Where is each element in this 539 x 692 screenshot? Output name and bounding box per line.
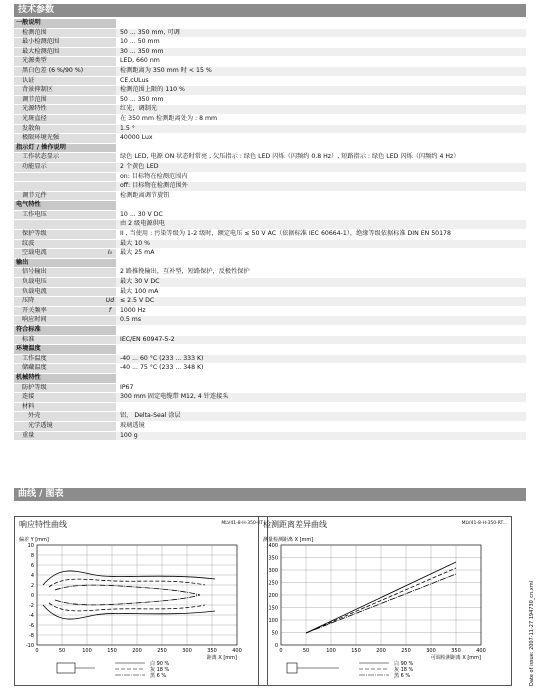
spec-row bbox=[14, 278, 526, 288]
spec-label bbox=[14, 182, 104, 191]
spec-value: 最大 30 V DC bbox=[116, 278, 526, 287]
curve-black-lower bbox=[55, 595, 200, 605]
spec-symbol bbox=[104, 278, 116, 287]
spec-symbol bbox=[104, 67, 116, 76]
spec-row bbox=[14, 307, 526, 317]
spec-symbol bbox=[104, 29, 116, 38]
spec-symbol bbox=[104, 268, 116, 277]
x-tick: 350 bbox=[207, 648, 217, 654]
spec-symbol bbox=[104, 125, 116, 134]
spec-symbol bbox=[104, 240, 116, 249]
x-tick: 300 bbox=[426, 648, 436, 654]
y-tick: 4 bbox=[30, 573, 34, 579]
spec-row bbox=[14, 220, 526, 230]
spec-value bbox=[116, 201, 526, 210]
y-tick: 100 bbox=[268, 618, 278, 624]
spec-value bbox=[116, 144, 526, 153]
spec-value bbox=[116, 259, 526, 268]
y-tick: 400 bbox=[268, 543, 278, 549]
spec-row bbox=[14, 297, 526, 307]
spec-symbol bbox=[104, 288, 116, 297]
y-tick: 8 bbox=[30, 553, 34, 559]
spec-value: 1000 Hz bbox=[120, 306, 146, 314]
y-tick: 200 bbox=[268, 593, 278, 599]
spec-symbol bbox=[104, 220, 116, 229]
x-tick: 150 bbox=[351, 648, 361, 654]
spec-value: II , 当使用 : 污染等级为 1-2 级时，额定电压 ≤ 50 V AC（依据标准 IEC 60664-1），绝缘等级依据标准 DIN EN 50178 bbox=[120, 230, 451, 238]
spec-row bbox=[14, 29, 526, 39]
spec-value: 检测范围上限的 110 % bbox=[116, 86, 526, 95]
spec-label: 功能显示 bbox=[14, 163, 104, 172]
x-tick: 50 bbox=[302, 648, 310, 654]
spec-value: 红光，调制光 bbox=[116, 105, 526, 114]
x-tick: 100 bbox=[326, 648, 336, 654]
spec-label: 外壳 bbox=[14, 412, 104, 421]
y-tick: 10 bbox=[27, 543, 34, 549]
spec-row bbox=[14, 364, 526, 374]
sensor-sketch bbox=[287, 663, 297, 673]
spec-label: 环境温度 bbox=[14, 345, 116, 354]
curve-gray-lower bbox=[49, 603, 205, 611]
spec-label: 防护等级 bbox=[14, 384, 104, 393]
y-tick: -4 bbox=[29, 613, 34, 619]
spec-value: ≤ 2.5 V DC bbox=[116, 297, 526, 306]
spec-label: 认证 bbox=[14, 77, 104, 86]
x-tick: 400 bbox=[476, 648, 486, 654]
spec-row bbox=[14, 422, 526, 432]
spec-row bbox=[14, 249, 526, 259]
spec-row bbox=[14, 412, 526, 422]
spec-label: 最大检测范围 bbox=[14, 48, 104, 57]
chart-title: 检测距离差异曲线 bbox=[263, 520, 327, 529]
spec-label: 压降 bbox=[14, 297, 104, 306]
spec-row bbox=[14, 316, 526, 326]
spec-row bbox=[14, 336, 526, 346]
spec-label: 工作状态显示 bbox=[14, 153, 104, 162]
y-tick: 350 bbox=[268, 555, 278, 562]
spec-label: 光源特性 bbox=[14, 105, 104, 114]
spec-value: 检测距离调节旋钮 bbox=[120, 191, 170, 199]
spec-value bbox=[116, 403, 526, 412]
spec-row bbox=[14, 105, 526, 115]
y-tick: 2 bbox=[30, 583, 34, 589]
spec-label: 标准 bbox=[14, 336, 104, 345]
spec-row bbox=[14, 192, 526, 202]
spec-row bbox=[14, 77, 526, 87]
spec-row bbox=[14, 355, 526, 365]
x-tick: 50 bbox=[58, 648, 66, 654]
spec-value: 玻璃透镜 bbox=[120, 421, 145, 429]
legend-black: 黑 6 % bbox=[394, 673, 411, 679]
spec-row bbox=[14, 125, 526, 135]
y-axis-label: 偏差 Y [mm] bbox=[19, 537, 49, 543]
spec-symbol bbox=[104, 364, 116, 373]
legend-gray: 灰 18 % bbox=[150, 667, 170, 673]
spec-row bbox=[14, 211, 526, 221]
spec-symbol bbox=[104, 211, 116, 220]
x-tick: 150 bbox=[107, 648, 117, 654]
spec-value: off: 目标物在检测范围外 bbox=[116, 182, 526, 191]
spec-value: -40 ... 60 °C (233 ... 333 K) bbox=[116, 355, 526, 364]
spec-symbol bbox=[104, 316, 116, 325]
spec-symbol bbox=[104, 230, 116, 239]
spec-label: 检测范围 bbox=[14, 29, 104, 38]
spec-label: 保护等级 bbox=[14, 230, 104, 239]
spec-value: IEC/EN 60947-5-2 bbox=[116, 336, 526, 345]
x-tick: 200 bbox=[132, 648, 142, 654]
spec-value: IP67 bbox=[120, 383, 134, 391]
spec-label: 机械特性 bbox=[14, 374, 116, 383]
spec-row bbox=[14, 67, 526, 77]
spec-label: 负载电压 bbox=[14, 278, 104, 287]
spec-row bbox=[14, 86, 526, 96]
spec-symbol bbox=[104, 134, 116, 143]
x-axis-label: 距离 X [mm] bbox=[206, 655, 237, 661]
spec-value: CE,cULus bbox=[120, 76, 149, 84]
spec-symbol bbox=[104, 355, 116, 364]
spec-label: 工作温度 bbox=[14, 355, 104, 364]
spec-row bbox=[14, 115, 526, 125]
spec-section-heading bbox=[14, 259, 526, 269]
y-tick: 300 bbox=[268, 568, 278, 574]
spec-symbol bbox=[104, 57, 116, 66]
spec-value: 最大 25 mA bbox=[120, 249, 155, 257]
curve-gray-upper bbox=[49, 579, 205, 587]
spec-value: LED, 660 nm bbox=[120, 57, 160, 65]
spec-label: 响应时间 bbox=[14, 316, 104, 325]
spec-label: 指示灯 / 操作说明 bbox=[14, 144, 116, 153]
spec-label bbox=[14, 220, 104, 229]
y-axis-label: 测量检测距离 X [mm] bbox=[263, 537, 314, 543]
y-tick: -2 bbox=[29, 603, 34, 609]
spec-row bbox=[14, 48, 526, 58]
issue-date-text: Date of issue: 2007-11-27 194730_cn.xml bbox=[529, 580, 535, 686]
spec-row bbox=[14, 96, 526, 106]
spec-section-heading bbox=[14, 326, 526, 336]
y-tick: 6 bbox=[30, 563, 34, 569]
spec-label: 开关频率 bbox=[14, 307, 104, 316]
spec-row bbox=[14, 288, 526, 298]
spec-section-heading bbox=[14, 201, 526, 211]
spec-section-heading bbox=[14, 144, 526, 154]
spec-value bbox=[116, 374, 526, 383]
spec-symbol bbox=[104, 393, 116, 402]
sensor-sketch bbox=[57, 663, 75, 673]
spec-row bbox=[14, 393, 526, 403]
spec-row bbox=[14, 153, 526, 163]
spec-section-heading bbox=[14, 19, 526, 29]
spec-value: 50 ... 350 mm, 可调 bbox=[116, 29, 526, 38]
y-tick: 50 bbox=[271, 630, 278, 637]
spec-symbol: f bbox=[104, 307, 116, 316]
x-axis-label: 可调检测距离 X [mm] bbox=[430, 655, 481, 661]
spec-value bbox=[116, 19, 526, 28]
spec-symbol bbox=[104, 336, 116, 345]
response-chart bbox=[14, 516, 268, 686]
spec-value: 300 mm 固定电缆带 M12, 4 针连接头 bbox=[116, 393, 526, 402]
spec-label: 极限环境光强 bbox=[14, 134, 104, 143]
spec-value: 由 2 级电源供电 bbox=[116, 220, 526, 229]
spec-value: 2 个黄色 LED bbox=[116, 163, 526, 172]
spec-symbol: I₀ bbox=[104, 249, 116, 258]
spec-symbol bbox=[104, 115, 116, 124]
spec-label bbox=[14, 173, 104, 182]
x-tick: 350 bbox=[451, 648, 461, 654]
spec-label: 输出 bbox=[14, 259, 116, 268]
spec-symbol bbox=[104, 182, 116, 191]
spec-symbol bbox=[104, 38, 116, 47]
chart-model: MLV41-8-H-350-RT... bbox=[461, 521, 507, 526]
spec-symbol: Ud bbox=[105, 297, 115, 305]
y-tick: 250 bbox=[268, 580, 278, 587]
spec-symbol bbox=[104, 105, 116, 114]
legend-white: 白 90 % bbox=[394, 661, 414, 667]
spec-symbol bbox=[104, 192, 116, 201]
spec-label: 光学透镜 bbox=[14, 422, 104, 431]
spec-row bbox=[14, 134, 526, 144]
x-tick: 300 bbox=[182, 648, 192, 654]
spec-value: 10 ... 30 V DC bbox=[120, 210, 163, 218]
curve-black-upper bbox=[55, 585, 200, 595]
spec-label: 最小检测范围 bbox=[14, 38, 104, 47]
spec-label: 空载电流 bbox=[14, 249, 104, 258]
spec-symbol bbox=[104, 403, 116, 412]
chart-title: 响应特性曲线 bbox=[19, 520, 67, 529]
spec-symbol bbox=[104, 384, 116, 393]
spec-row bbox=[14, 240, 526, 250]
spec-value: 50 ... 350 mm bbox=[120, 95, 164, 103]
spec-label: 发散角 bbox=[14, 125, 104, 134]
spec-label: 电气特性 bbox=[14, 201, 116, 210]
x-tick: 0 bbox=[35, 648, 39, 654]
spec-symbol bbox=[104, 173, 116, 182]
x-tick: 250 bbox=[157, 648, 167, 654]
spec-symbol bbox=[104, 432, 116, 441]
spec-symbol bbox=[104, 153, 116, 162]
spec-label: 一般说明 bbox=[14, 19, 116, 28]
spec-row bbox=[14, 38, 526, 48]
x-tick: 250 bbox=[401, 648, 411, 654]
spec-label: 纹波 bbox=[14, 240, 104, 249]
section-header-curves: 曲线 / 图表 bbox=[14, 488, 526, 501]
spec-row bbox=[14, 432, 526, 442]
y-tick: -8 bbox=[29, 633, 34, 639]
spec-value: 绿色 LED, 电源 ON 状态时常亮 , 欠压指示 : 绿色 LED 闪烁（闪频约 0.8 Hz）, 短路指示 : 绿色 LED 闪烁（闪频约 4 Hz） bbox=[120, 153, 460, 161]
spec-label: 重量 bbox=[14, 432, 104, 441]
spec-label: 背景抑制区 bbox=[14, 86, 104, 95]
spec-value: 最大 100 mA bbox=[120, 287, 159, 295]
spec-row bbox=[14, 268, 526, 278]
y-tick: 0 bbox=[274, 643, 278, 649]
distance-chart-plot bbox=[259, 535, 511, 685]
x-tick: 0 bbox=[279, 648, 283, 654]
spec-label: 工作电压 bbox=[14, 211, 104, 220]
spec-row bbox=[14, 57, 526, 67]
spec-label: 材料 bbox=[14, 403, 104, 412]
spec-symbol bbox=[104, 96, 116, 105]
x-tick: 200 bbox=[376, 648, 386, 654]
section-header-tech: 技术参数 bbox=[14, 4, 526, 17]
spec-label: 调节范围 bbox=[14, 96, 104, 105]
spec-label: 储藏温度 bbox=[14, 364, 104, 373]
response-chart-plot bbox=[15, 535, 267, 685]
x-tick: 400 bbox=[232, 648, 242, 654]
spec-value: 2 路推挽输出，互补型，短路保护，反极性保护 bbox=[120, 268, 250, 276]
y-tick: 0 bbox=[30, 593, 34, 599]
issue-sidebar bbox=[525, 520, 537, 688]
spec-value: 0.5 ms bbox=[116, 316, 526, 325]
spec-label: 信号输出 bbox=[14, 268, 104, 277]
spec-row bbox=[14, 384, 526, 394]
distance-chart bbox=[258, 516, 512, 686]
spec-value: 10 ... 50 mm bbox=[120, 38, 160, 46]
spec-value: 30 ... 350 mm bbox=[116, 48, 526, 57]
y-tick: -6 bbox=[29, 623, 34, 629]
legend-white: 白 90 % bbox=[150, 661, 170, 667]
spec-symbol bbox=[104, 48, 116, 57]
spec-value: 100 g bbox=[116, 432, 526, 441]
spec-label: 光斑直径 bbox=[14, 115, 104, 124]
x-tick: 100 bbox=[82, 648, 92, 654]
spec-value: 1.5 ° bbox=[116, 125, 526, 134]
spec-label: 连接 bbox=[14, 393, 104, 402]
spec-symbol bbox=[104, 412, 116, 421]
spec-value: 铝， Delta-Seal 涂层 bbox=[116, 412, 526, 421]
spec-row bbox=[14, 173, 526, 183]
spec-symbol bbox=[104, 77, 116, 86]
legend-gray: 灰 18 % bbox=[394, 667, 414, 673]
spec-value bbox=[116, 326, 526, 335]
spec-value: 最大 10 % bbox=[116, 240, 526, 249]
spec-value: 在 350 mm 检测距离处为 : 8 mm bbox=[120, 114, 218, 122]
y-tick: -10 bbox=[25, 643, 34, 649]
spec-row bbox=[14, 403, 526, 413]
spec-symbol bbox=[104, 422, 116, 431]
spec-label: 负载电流 bbox=[14, 288, 104, 297]
spec-value: -40 ... 75 °C (233 ... 348 K) bbox=[120, 364, 204, 372]
spec-value bbox=[116, 345, 526, 354]
legend-black: 黑 6 % bbox=[150, 673, 167, 679]
spec-label: 黑白色差 (6 %/90 %) bbox=[14, 67, 104, 76]
y-tick: 150 bbox=[268, 605, 278, 612]
spec-row bbox=[14, 230, 526, 240]
spec-row bbox=[14, 163, 526, 173]
spec-section-heading bbox=[14, 374, 526, 384]
spec-label: 调节元件 bbox=[14, 192, 104, 201]
spec-value: 检测距离为 350 mm 时 < 15 % bbox=[116, 67, 526, 76]
spec-label: 光源类型 bbox=[14, 57, 104, 66]
spec-symbol bbox=[104, 163, 116, 172]
chart-model: MLV41-8-H-350-RT bbox=[221, 521, 263, 526]
spec-row bbox=[14, 182, 526, 192]
spec-table bbox=[14, 19, 526, 441]
spec-value: 40000 Lux bbox=[120, 134, 153, 142]
spec-label: 符合标准 bbox=[14, 326, 116, 335]
spec-value: on: 目标物在检测范围内 bbox=[120, 172, 188, 180]
spec-symbol bbox=[104, 86, 116, 95]
spec-section-heading bbox=[14, 345, 526, 355]
